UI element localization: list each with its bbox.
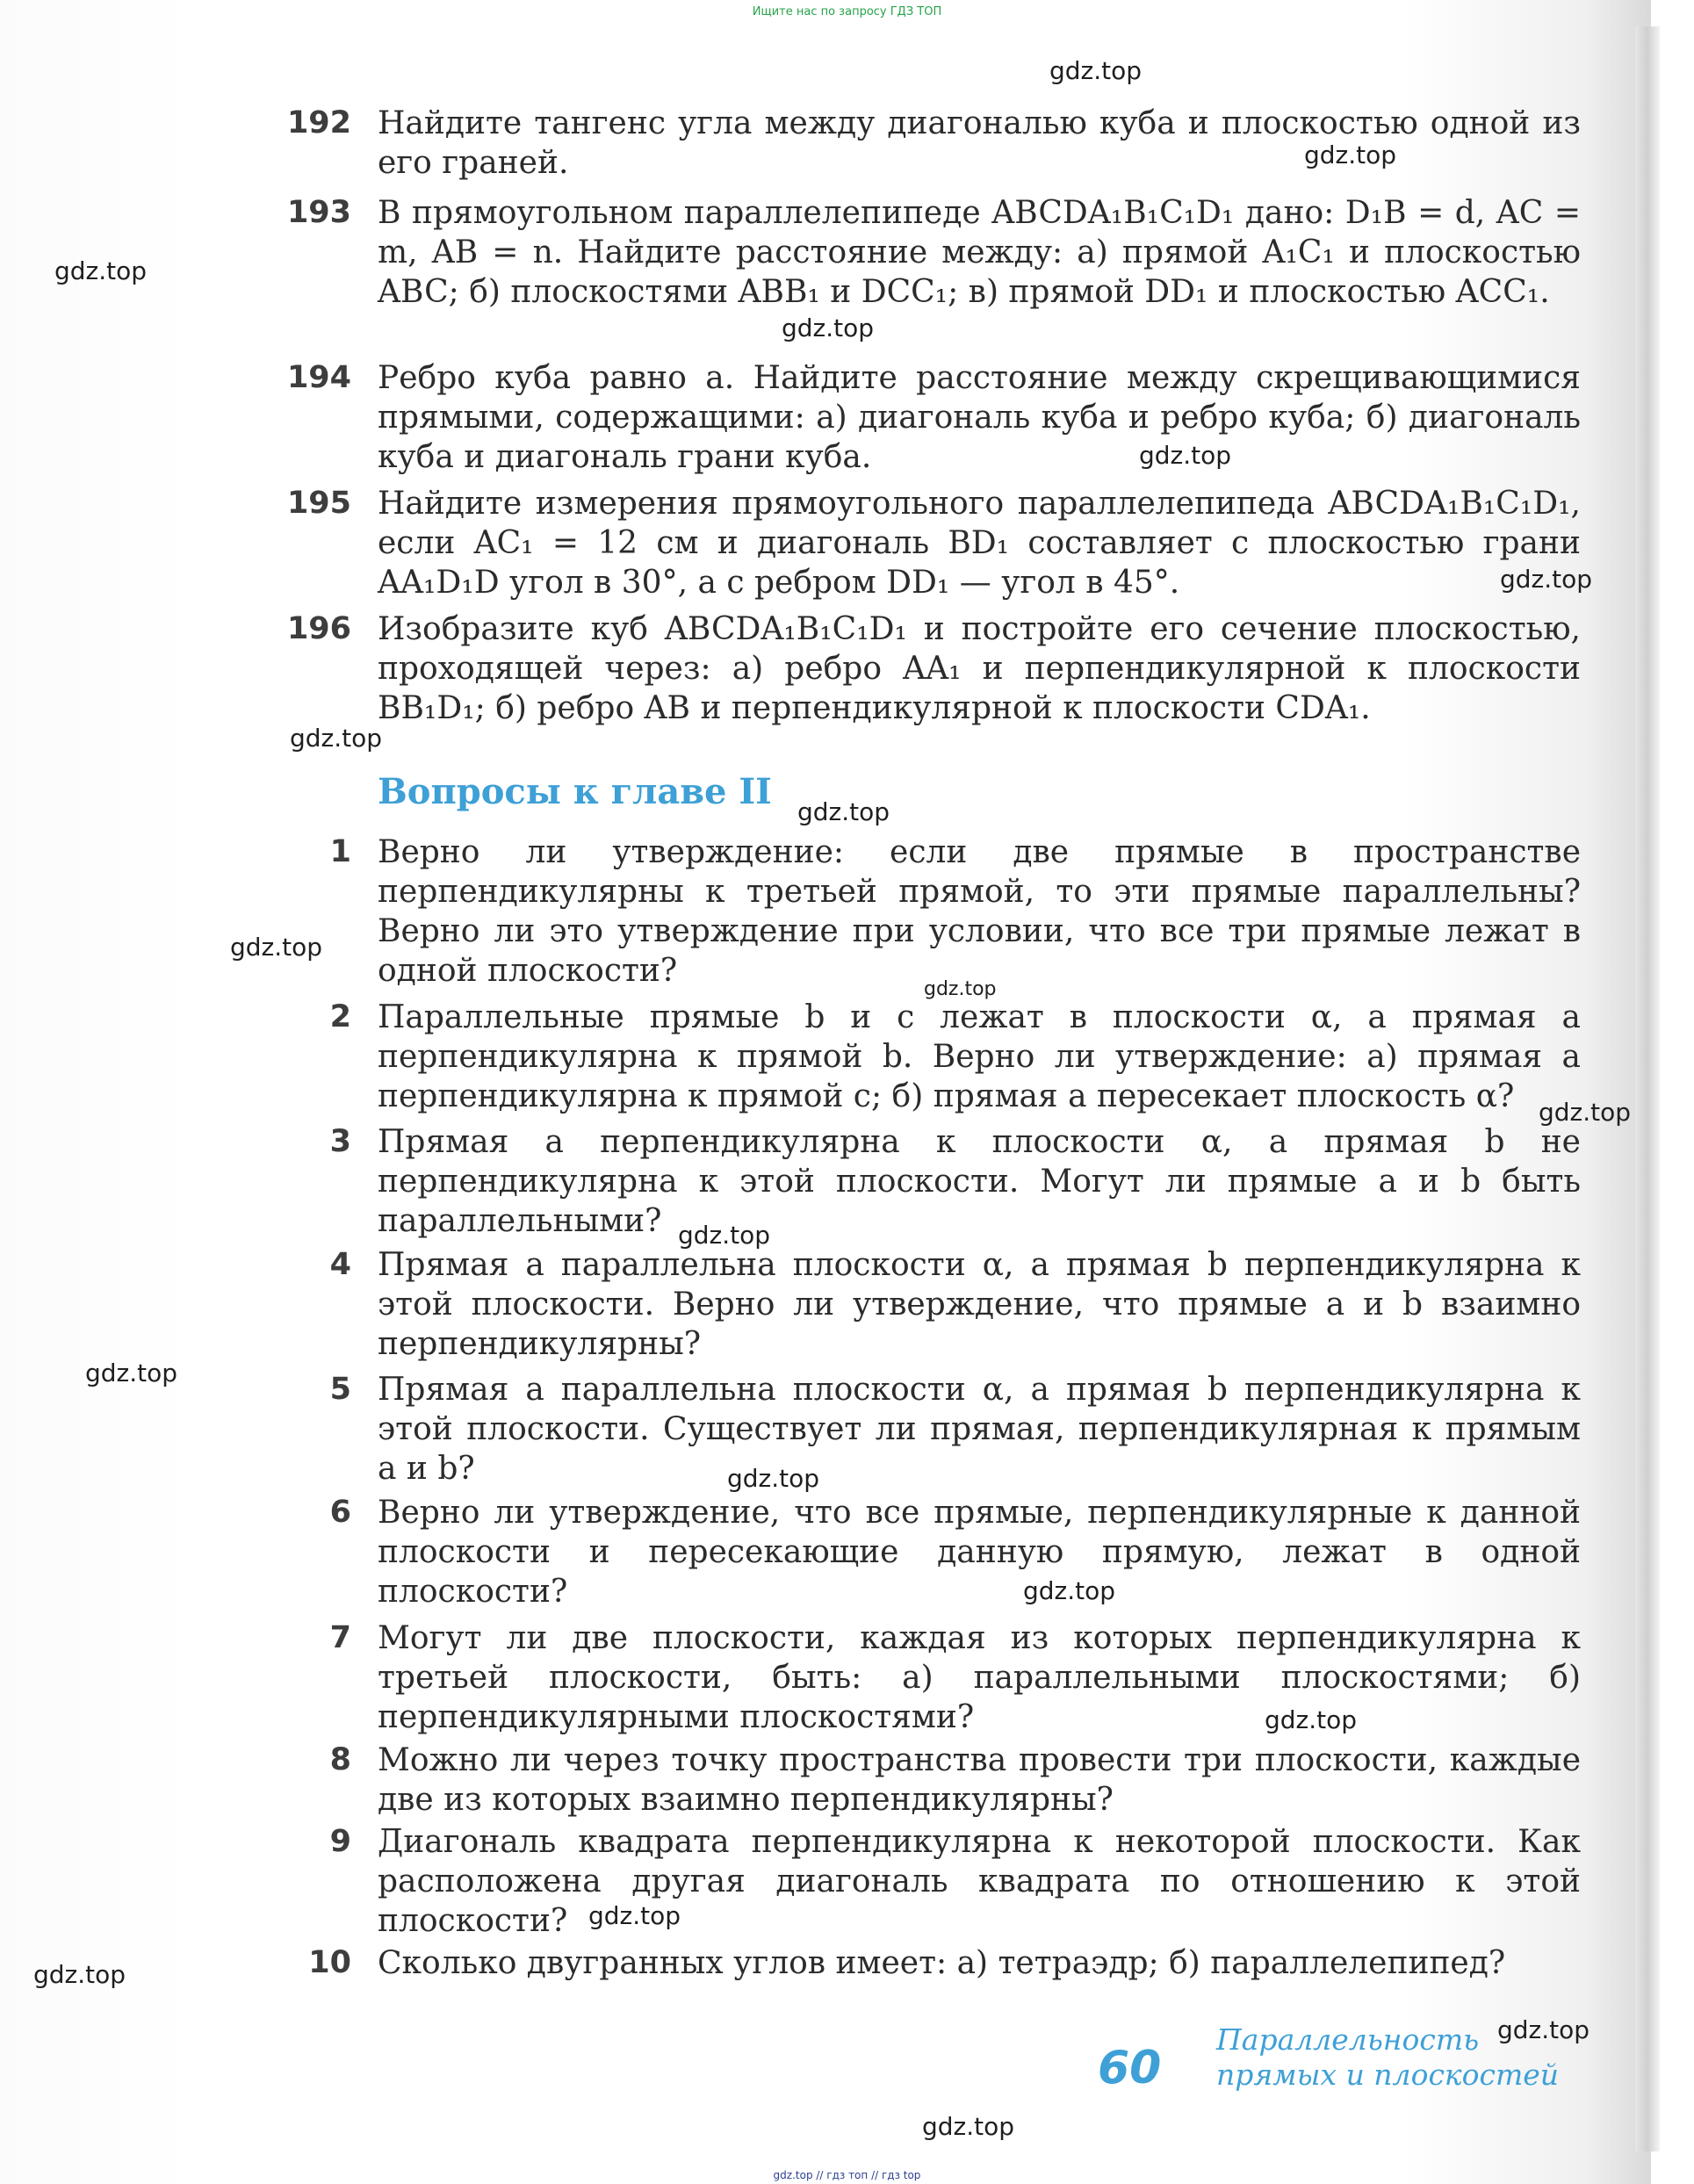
problem-text: Найдите тангенс угла между диагональю куба и плоскостью одной из его граней. xyxy=(378,105,1581,181)
watermark: gdz.top xyxy=(924,978,997,1000)
question-number: 5 xyxy=(329,1372,351,1407)
bottom-banner: gdz.top // гдз топ // гдз top xyxy=(773,2169,921,2181)
question-2 xyxy=(329,998,1581,1116)
question-number: 3 xyxy=(329,1124,351,1159)
question-text: Верно ли утверждение, что все прямые, перпендикулярные к данной плоскости и пересекающие данную прямую, лежат в одной плоскости? xyxy=(378,1495,1581,1610)
watermark: gdz.top xyxy=(1049,56,1143,85)
problem-text: Изобразите куб ABCDA₁B₁C₁D₁ и постройте его сечение плоскостью, проходящей через: а) ребро AA₁ и перпендикулярной к плоскости BB₁D₁; б) ребро AB и перпендикулярной к плоскости CDA₁. xyxy=(378,611,1581,726)
question-number: 1 xyxy=(329,834,351,869)
watermark: gdz.top xyxy=(1139,441,1232,470)
question-text: Прямая a параллельна плоскости α, а прямая b перпендикулярна к этой плоскости. Существует ли прямая, перпендикулярная к прямым a и b? xyxy=(378,1372,1581,1487)
watermark: gdz.top xyxy=(797,797,890,826)
problem-text: Найдите измерения прямоугольного параллелепипеда ABCDA₁B₁C₁D₁, если AC₁ = 12 см и диагональ BD₁ составляет с плоскостью грани AA₁D₁D угол в 30°, а с ребром DD₁ — угол в 45°. xyxy=(378,486,1581,601)
problem-text: В прямоугольном параллелепипеде ABCDA₁B₁C₁D₁ дано: D₁B = d, AC = m, AB = n. Найдите расстояние между: а) прямой A₁C₁ и плоскостью ABC; б) плоскостями ABB₁ и DCC₁; в) прямой DD₁ и плоскостью ACC₁. xyxy=(378,195,1581,310)
question-text: Прямая a параллельна плоскости α, а прямая b перпендикулярна к этой плоскости. Верно ли утверждение, что прямые a и b взаимно перпендикулярны? xyxy=(378,1247,1581,1362)
problem-192 xyxy=(286,104,1581,183)
question-text: Параллельные прямые b и c лежат в плоскости α, а прямая a перпендикулярна к прямой b. Верно ли утверждение: а) прямая a перпендикулярна к прямой c; б) прямая a пересекает плоскость α? xyxy=(378,999,1581,1114)
question-number: 9 xyxy=(329,1824,351,1859)
question-6 xyxy=(329,1493,1581,1611)
question-text: Прямая a перпендикулярна к плоскости α, а прямая b не перпендикулярна к этой плоскости. Могут ли прямые a и b быть параллельными? xyxy=(378,1124,1581,1239)
problem-number: 193 xyxy=(286,195,351,230)
chapter-title-line2: прямых и плоскостей xyxy=(1216,2058,1560,2092)
chapter-title-line1: Параллельность xyxy=(1216,2022,1480,2057)
problem-number: 192 xyxy=(286,105,351,141)
question-text: Могут ли две плоскости, каждая из которых перпендикулярна к третьей плоскости, быть: а) параллельными плоскостями; б) перпендикулярными плоскостями? xyxy=(378,1620,1581,1735)
watermark: gdz.top xyxy=(1539,1098,1632,1127)
problem-number: 194 xyxy=(286,360,351,395)
section-title: Вопросы к главе II xyxy=(378,771,772,812)
question-10 xyxy=(308,1943,1581,1983)
top-banner: Ищите нас по запросу ГДЗ ТОП xyxy=(752,5,942,18)
watermark: gdz.top xyxy=(1304,141,1397,169)
problem-194 xyxy=(286,358,1581,477)
question-8 xyxy=(329,1741,1581,1820)
page-number: 60 xyxy=(1098,2042,1162,2094)
question-text: Верно ли утверждение: если две прямые в пространстве перпендикулярны к третьей прямой, то эти прямые параллельны? Верно ли это утверждение при условии, что все три прямые лежат в одной плоскости? xyxy=(378,834,1581,989)
watermark: gdz.top xyxy=(1265,1705,1358,1734)
watermark: gdz.top xyxy=(727,1464,820,1493)
question-3 xyxy=(329,1122,1581,1241)
problem-196 xyxy=(286,609,1581,728)
watermark: gdz.top xyxy=(782,314,875,342)
problem-195 xyxy=(286,484,1581,602)
watermark: gdz.top xyxy=(588,1901,681,1930)
problem-text: Ребро куба равно a. Найдите расстояние между скрещивающимися прямыми, содержащими: а) диагональ куба и ребро куба; б) диагональ куба и диагональ грани куба. xyxy=(378,360,1581,475)
watermark: gdz.top xyxy=(1500,565,1593,594)
question-number: 7 xyxy=(329,1620,351,1655)
question-text: Сколько двугранных углов имеет: а) тетраэдр; б) параллелепипед? xyxy=(378,1945,1506,1981)
watermark: gdz.top xyxy=(678,1221,771,1250)
problem-number: 195 xyxy=(286,486,351,521)
question-5 xyxy=(329,1370,1581,1488)
question-text: Диагональ квадрата перпендикулярна к некоторой плоскости. Как расположена другая диагональ квадрата по отношению к этой плоскости? xyxy=(378,1824,1581,1939)
question-4 xyxy=(329,1245,1581,1364)
watermark: gdz.top xyxy=(54,256,148,285)
question-1 xyxy=(329,833,1581,991)
problem-number: 196 xyxy=(286,611,351,646)
problem-193 xyxy=(286,193,1581,312)
question-7 xyxy=(329,1618,1581,1737)
question-9 xyxy=(329,1822,1581,1941)
question-number: 10 xyxy=(308,1945,351,1980)
question-number: 8 xyxy=(329,1742,351,1777)
watermark: gdz.top xyxy=(1023,1576,1116,1605)
watermark: gdz.top xyxy=(922,2112,1015,2141)
question-text: Можно ли через точку пространства провести три плоскости, каждые две из которых взаимно перпендикулярны? xyxy=(378,1742,1581,1818)
watermark: gdz.top xyxy=(290,724,383,753)
watermark: gdz.top xyxy=(33,1960,126,1989)
watermark: gdz.top xyxy=(1497,2015,1590,2044)
watermark: gdz.top xyxy=(85,1359,178,1388)
watermark: gdz.top xyxy=(230,933,323,962)
question-number: 4 xyxy=(329,1247,351,1282)
question-number: 6 xyxy=(329,1495,351,1530)
question-number: 2 xyxy=(329,999,351,1034)
book-spine xyxy=(1635,26,1660,2152)
